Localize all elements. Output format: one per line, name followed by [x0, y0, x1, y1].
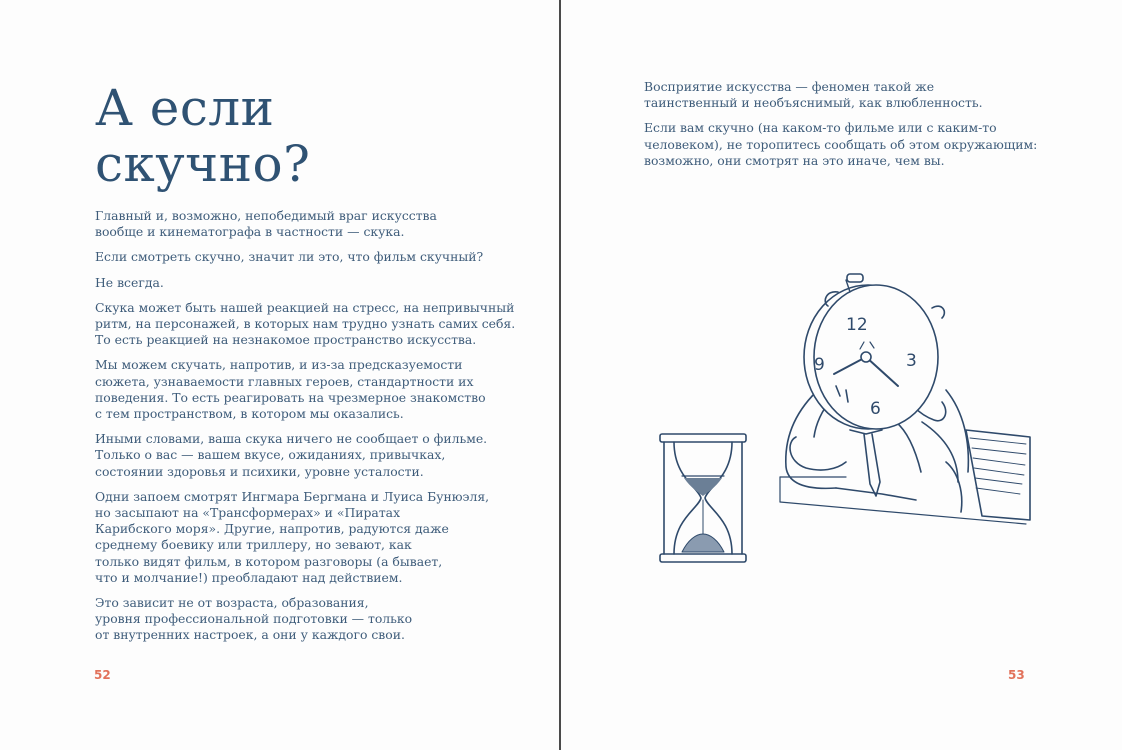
text-line: состоянии здоровья и психики, уровне усталости. — [95, 463, 424, 479]
text-line: ритм, на персонажей, в которых нам трудно узнать самих себя. — [95, 316, 516, 332]
text-line: сюжета, узнаваемости главных героев, стандартности их — [95, 373, 474, 389]
paragraph — [95, 300, 515, 349]
clock-number-6: 6 — [870, 399, 881, 419]
text-line: Не всегда. — [95, 274, 164, 290]
paragraph — [95, 249, 515, 265]
text-line: но засыпают на «Трансформерах» и «Пиратах — [95, 505, 401, 521]
text-line: Восприятие искусства — феномен такой же — [644, 79, 935, 94]
text-line: Карибского моря». Другие, напротив, радуются даже — [95, 521, 449, 537]
left-body-text — [95, 208, 515, 653]
heading-line: А если — [95, 79, 275, 137]
text-line: Если смотреть скучно, значит ли это, что фильм скучный? — [95, 249, 484, 265]
text-line: с тем пространством, в котором мы оказались. — [95, 406, 404, 422]
page-gutter — [559, 0, 561, 750]
text-line: что и молчание!) преобладают над действием. — [95, 569, 403, 585]
text-line: уровня профессиональной подготовки — только — [95, 611, 413, 627]
page-number-left: 52 — [94, 668, 111, 682]
clock-number-9: 9 — [814, 355, 825, 375]
text-line: вообще и кинематографа в частности — скука. — [95, 224, 405, 240]
text-line: таинственный и необъяснимый, как влюбленность. — [644, 95, 983, 111]
paragraph — [95, 489, 515, 586]
text-line: Мы можем скучать, напротив, и из-за предсказуемости — [95, 357, 463, 373]
text-line: Скука может быть нашей реакцией на стресс, на непривычный — [95, 299, 515, 315]
text-line: возможно, они смотрят на это иначе, чем вы. — [644, 152, 945, 168]
text-line: среднему боевику или триллеру, но зевают, как — [95, 537, 412, 553]
left-page — [0, 0, 560, 750]
text-line: Если вам скучно (на каком-то фильме или с каким-то — [644, 120, 997, 136]
text-line: поведения. То есть реагировать на чрезмерное знакомство — [95, 389, 486, 405]
text-line: Одни запоем смотрят Ингмара Бергмана и Луиса Бунюэля, — [95, 488, 490, 504]
paragraph — [95, 357, 515, 422]
page-number-right: 53 — [1008, 668, 1025, 682]
paragraph — [644, 79, 1064, 111]
bored-clock-man-illustration — [646, 262, 1046, 592]
text-line: Это зависит не от возраста, образования, — [95, 595, 369, 611]
text-line: Иными словами, ваша скука ничего не сообщает о фильме. — [95, 431, 488, 447]
right-body-text — [644, 79, 1064, 178]
paragraph — [95, 595, 515, 644]
chair-back — [966, 430, 1030, 520]
paragraph — [95, 431, 515, 480]
text-line: Только о вас — вашем вкусе, ожиданиях, привычках, — [95, 447, 446, 463]
text-line: только видят фильм, в котором разговоры (а бывает, — [95, 553, 443, 569]
hourglass-icon — [660, 434, 746, 562]
clock-number-3: 3 — [906, 351, 917, 371]
clock-number-12: 12 — [846, 315, 868, 335]
text-line: человеком), не торопитесь сообщать об этом окружающим: — [644, 136, 1038, 152]
text-line: от внутренних настроек, а они у каждого свои. — [95, 627, 405, 643]
text-line: Главный и, возможно, непобедимый враг искусства — [95, 208, 437, 223]
paragraph — [95, 275, 515, 291]
text-line: То есть реакцией на незнакомое пространство искусства. — [95, 332, 477, 348]
right-page — [562, 0, 1122, 750]
heading-line: скучно? — [95, 135, 311, 193]
paragraph — [644, 120, 1064, 169]
chapter-heading — [95, 80, 310, 192]
paragraph — [95, 208, 515, 240]
